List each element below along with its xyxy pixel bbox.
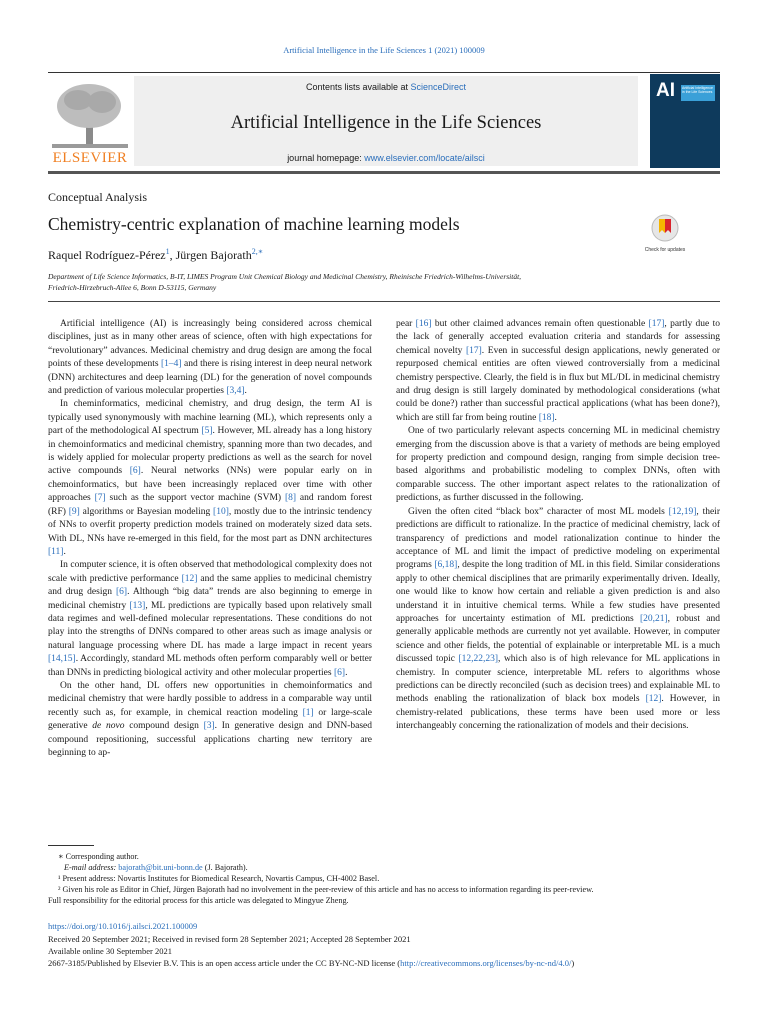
divider: [48, 301, 720, 302]
journal-title: Artificial Intelligence in the Life Sciences: [230, 113, 542, 133]
contents-line: Contents lists available at ScienceDirect: [305, 82, 467, 92]
footnote-corresponding: ∗ Corresponding author.: [58, 852, 139, 861]
footnote-email: E-mail address: bajorath@bit.uni-bonn.de (J. Bajorath).: [64, 863, 248, 872]
citation[interactable]: [12]: [181, 573, 198, 584]
citation[interactable]: [12,22,23]: [458, 654, 499, 665]
body-column-left: [48, 318, 372, 760]
citation[interactable]: [1]: [302, 707, 314, 718]
doi-link[interactable]: https://doi.org/10.1016/j.ailsci.2021.100009: [48, 921, 198, 931]
paragraph: In computer science, it is often observed that methodological complexity does not scale with predictive performance [12] and the same applies to medicinal chemistry and drug design [6]. Although “big data” trends are also beginning to emerge in medicinal chemistry [13], ML predictions are typically based upon relatively small data regimes and well-defined molecular representations. These conditions do not play into the strengths of DNNs compared to other areas such as image analysis or natural language processing where DL has made a large impact in recent years [14,15]. Accordingly, standard ML methods often perform comparably well or better than DNNs in predicting biological activity and other molecular properties [6].: [48, 560, 373, 678]
elsevier-logo[interactable]: [48, 78, 132, 168]
paragraph: Artificial intelligence (AI) is increasingly being considered across chemical disciplines, just as in many other areas of science, often with high expectations for “revolutionary” advances. Medicinal chemistry and drug design are among the focal points of these developments [1–4] and there is rising interest in deep neural network (DNN) architectures and deep learning (DL) for the generation of novel compounds and prediction of various molecular properties [3,4].: [48, 319, 372, 397]
publisher-name: ELSEVIER: [52, 150, 128, 166]
author-list: Raquel Rodríguez-Pérez$^1$, Jürgen Bajorath$^{2,∗}$: [48, 247, 264, 262]
check-for-updates-label: Check for updates: [644, 247, 686, 253]
citation[interactable]: [3]: [203, 721, 215, 732]
citation[interactable]: [1–4]: [161, 359, 182, 370]
cover-title: AI: [656, 80, 675, 101]
license-line: 2667-3185/Published by Elsevier B.V. This is an open access article under the CC BY-NC-ND license (http://creativecommons.org/licenses/by-nc-nd/4.0/): [48, 958, 575, 968]
citation[interactable]: [12,19]: [668, 506, 697, 517]
cover-subtitle: Artificial Intelligence in the Life Sciences: [681, 85, 715, 101]
received-dates: Received 20 September 2021; Received in revised form 28 September 2021; Accepted 28 September 2021: [48, 934, 411, 944]
license-link[interactable]: http://creativecommons.org/licenses/by-nc-nd/4.0/: [400, 958, 572, 968]
citation[interactable]: [17]: [465, 345, 482, 356]
article-title: Chemistry-centric explanation of machine learning models: [48, 214, 460, 234]
paragraph: pear [16] but other claimed advances remain often questionable [17], partly due to the lack of generally accepted evaluation criteria and standards for assessing chemical novelty [17]. Even in successful design applications, newly generated or repurposed chemical entities are often viewed controversially from a medicinal chemistry perspective. Clearly, the field is in flux but ML/DL in medicinal chemistry and drug design is still largely dominated by methodological considerations (what could be done?) rather than successful practical applications (what has been done?), which are still far from being routine [18].: [396, 319, 720, 423]
citation[interactable]: [6,18]: [434, 560, 458, 571]
author-2-footnote-mark[interactable]: 2,∗: [251, 247, 264, 256]
citation[interactable]: [17]: [648, 319, 665, 329]
citation[interactable]: [5]: [201, 426, 213, 437]
citation[interactable]: [11]: [48, 546, 64, 557]
footnote-1: ¹ Present address: Novartis Institutes for Biomedical Research, Novartis Campus, CH-4002 Basel.: [58, 874, 380, 883]
email-link[interactable]: bajorath@bit.uni-bonn.de: [118, 863, 203, 872]
footnote-2: ² Given his role as Editor in Chief, Jürgen Bajorath had no involvement in the peer-review of this article and has no access to information regarding its peer-review.: [58, 885, 594, 894]
journal-reference[interactable]: Artificial Intelligence in the Life Sciences 1 (2021) 100009: [283, 45, 485, 55]
bookmark-icon: [650, 214, 680, 242]
paragraph: Given the often cited “black box” character of most ML models [12,19], their predictions are difficult to rationalize. In the practice of medicinal chemistry, lack of transparency of predictions and model rationalization continue to hinder the acceptance of ML and limit the impact of predictive modeling on experimental programs [6,18], despite the long tradition of ML in this field. Similar considerations apply to other chemical disciplines that are primarily experimentally driven. Ideally, one would like to know how certain and reliable a given prediction is and also understand it in intuitive chemical terms. While a few studies have presented approaches for uncertainty estimation of ML predictions [20,21], robust and generally applicable methods are currently not yet available. However, in computer science and other fields, the potential of explainable or interpretable ML is a much discussed topic [12,22,23], which also is of high relevance for ML applications in chemistry. In computer science, interpretable ML refers to algorithms whose predictions can be directly reconciled (such as decision trees) and explainable ML to methods enabling the rationalization of black box models [12]. However, in chemistry-related publications, these terms have been used more or less interchangeably concerning the rationalization of models and their decisions.: [396, 506, 721, 732]
homepage-line: journal homepage: www.elsevier.com/locate/ailsci: [287, 153, 485, 163]
paragraph: In cheminformatics, medicinal chemistry, and drug design, the term AI is typically used synonymously with machine learning (ML), which represents only a part of the methodological AI spectrum [5]. However, ML already has a long history in chemoinformatics and medicinal chemistry, spanning more than two decades, and is widely applied for molecular property predictions as well as the search for novel active compounds [6]. Neural networks (NNs) were popular early on in chemoinformatics, but have been increasingly replaced over time with other approaches [7] such as the support vector machine (SVM) [8] and random forest (RF) [9] algorithms or Bayesian modeling [10], mostly due to the intrinsic tendency of NNs to overfit property prediction models trained on moderately sized data sets. With DL, NNs have re-emerged in this field, for the most part as DNN architectures [11].: [48, 399, 372, 557]
citation[interactable]: [20,21]: [639, 613, 668, 624]
paragraph: One of two particularly relevant aspects concerning ML in medicinal chemistry emerging from the discussion above is that a variety of methods are being employed for property prediction and compound design, ranging from simple decision tree-based algorithms and probabilistic modeling to complex DNNs, often with comparable success. The other important aspect relates to the rationalization of predictions, as further discussed in the following.: [396, 426, 720, 504]
footnote-2-continued: Full responsibility for the editorial process for this article was delegated to Mingyue Zheng.: [48, 896, 349, 905]
citation[interactable]: [6]: [333, 667, 346, 678]
citation[interactable]: [9]: [68, 506, 80, 517]
citation[interactable]: [8]: [284, 493, 297, 504]
citation[interactable]: [6]: [115, 587, 128, 598]
journal-cover[interactable]: [650, 74, 720, 168]
sciencedirect-link[interactable]: ScienceDirect: [410, 82, 467, 92]
paragraph: On the other hand, DL offers new opportunities in chemoinformatics and medicinal chemistry that were hardly possible to address in a comparable way until recently such as, for example, in chemical reaction modeling [1] or large-scale generative de novo compound design [3]. In generative design and DNN-based compound repositioning, successful applications charting new territory are beginning to ap-: [48, 680, 373, 758]
check-for-updates-badge[interactable]: [640, 214, 690, 260]
author-1-footnote-mark[interactable]: 1: [165, 247, 170, 256]
citation[interactable]: [7]: [94, 493, 106, 504]
affiliation: Department of Life Science Informatics, B-IT, LIMES Program Unit Chemical Biology and Medicinal Chemistry, Rheinische Friedrich-Wilhelms-Universität, Friedrich-Hirzebruch-Allee 6, Bonn D-53115, Germany: [48, 272, 522, 292]
homepage-link[interactable]: www.elsevier.com/locate/ailsci: [364, 153, 485, 163]
author-1: Raquel Rodríguez-Pérez: [48, 248, 166, 262]
citation[interactable]: [12]: [645, 694, 662, 705]
article-type: Conceptual Analysis: [48, 190, 147, 204]
body-column-right: [396, 318, 720, 734]
author-2: Jürgen Bajorath: [175, 248, 252, 262]
footnote-divider: [48, 845, 94, 846]
citation[interactable]: [16]: [415, 319, 432, 329]
citation[interactable]: [18]: [538, 412, 555, 423]
citation[interactable]: [13]: [129, 600, 146, 611]
citation[interactable]: [14,15]: [48, 654, 76, 665]
citation[interactable]: [6]: [129, 466, 141, 477]
citation[interactable]: [10]: [213, 506, 229, 517]
available-online: Available online 30 September 2021: [48, 946, 173, 956]
citation[interactable]: [3,4]: [226, 386, 245, 397]
